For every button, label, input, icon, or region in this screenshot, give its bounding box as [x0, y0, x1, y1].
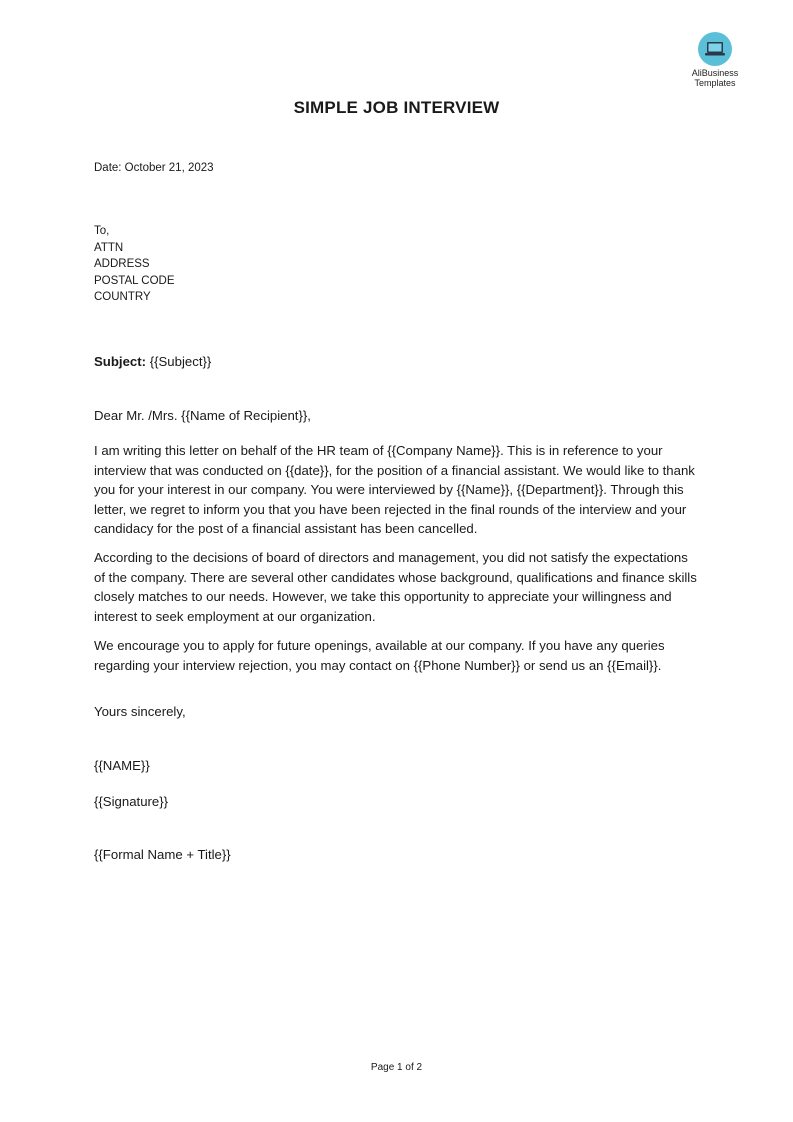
logo-badge	[698, 32, 732, 66]
alibusiness-logo	[676, 32, 754, 88]
recipient-address-block	[94, 223, 175, 306]
subject-label: Subject:	[94, 354, 147, 369]
laptop-icon	[704, 40, 726, 58]
body-paragraph-1: I am writing this letter on behalf of the HR team of {{Company Name}}. This is in reference to your interview that was conducted on {{date}}, for the position of a financial assistant. We would like to thank you for your interest in our company. You were interviewed by {{Name}}, {{Department}}. Through this letter, we regret to inform you that you have been rejected in the final rounds of the interview and your candidacy for the post of a financial assistant has been cancelled.	[94, 443, 695, 536]
subject-line	[94, 354, 211, 369]
address-country: COUNTRY	[94, 291, 151, 303]
closing: Yours sincerely,	[94, 704, 186, 719]
logo-text-line2: Templates	[694, 78, 736, 88]
page-number: Page 1 of 2	[370, 1062, 423, 1073]
body-paragraph-2: According to the decisions of board of directors and management, you did not satisfy the expectations of the company. There are several other candidates whose background, qualifications and finance skills closely matches to our needs. However, we take this opportunity to appreciate your willingness and interest to seek employment at our organization.	[94, 550, 697, 624]
address-to: To,	[94, 225, 110, 237]
subject-value: {{Subject}}	[149, 354, 212, 369]
signature-name: {{NAME}}	[94, 758, 150, 773]
logo-text-line1: AliBusiness	[691, 68, 739, 78]
signature-formal-title: {{Formal Name + Title}}	[94, 847, 231, 862]
letter-date: Date: October 21, 2023	[94, 162, 214, 174]
greeting: Dear Mr. /Mrs. {{Name of Recipient}},	[94, 408, 311, 423]
address-postal-code: POSTAL CODE	[94, 274, 175, 287]
document-title: SIMPLE JOB INTERVIEW	[293, 98, 500, 117]
address-line: ADDRESS	[94, 258, 150, 270]
body-paragraph-3: We encourage you to apply for future openings, available at our company. If you have any queries regarding your interview rejection, you may contact on {{Phone Number}} or send us an {{Email}}.	[94, 638, 665, 673]
signature-placeholder: {{Signature}}	[94, 794, 169, 809]
address-attn: ATTN	[94, 241, 124, 254]
